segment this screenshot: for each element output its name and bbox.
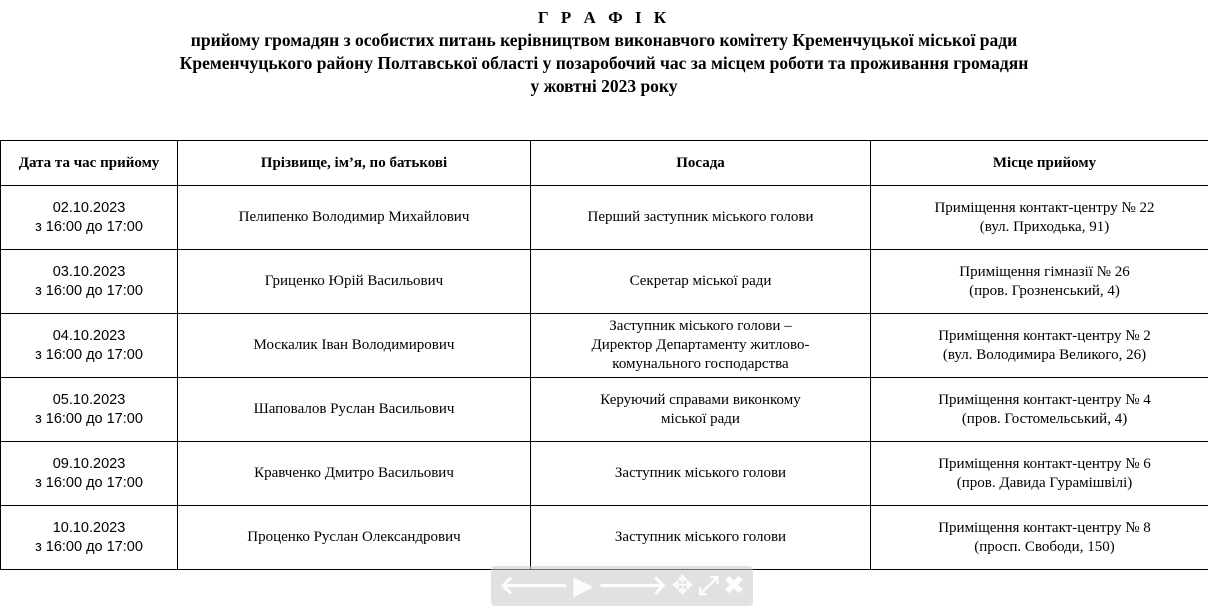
- column-header-place: Місце прийому: [871, 141, 1208, 186]
- place-cell: [871, 250, 1208, 314]
- table-row: [1, 314, 1208, 378]
- heading-line-3: у жовтні 2023 року: [0, 75, 1208, 98]
- official-position-line: Керуючий справами виконкому: [533, 391, 868, 410]
- reception-place-line: (пров. Грозненський, 4): [873, 282, 1208, 301]
- place-cell: [871, 506, 1208, 570]
- name-cell: [178, 186, 531, 250]
- play-icon[interactable]: ▶: [573, 573, 593, 599]
- official-name: Москалик Іван Володимирович: [180, 336, 528, 355]
- date-cell: [1, 506, 178, 570]
- reception-time: з 16:00 до 17:00: [3, 410, 175, 429]
- official-name: Пелипенко Володимир Михайлович: [180, 208, 528, 227]
- name-cell: [178, 442, 531, 506]
- date-cell: [1, 442, 178, 506]
- date-cell: [1, 314, 178, 378]
- reception-date: 04.10.2023: [3, 327, 175, 346]
- name-cell: [178, 506, 531, 570]
- reception-date: 05.10.2023: [3, 391, 175, 410]
- table-row: [1, 442, 1208, 506]
- reception-place-line: (просп. Свободи, 150): [873, 538, 1208, 557]
- reception-date: 10.10.2023: [3, 519, 175, 538]
- official-position-line: Директор Департаменту житлово-: [533, 336, 868, 355]
- reception-place-line: (пров. Гостомельський, 4): [873, 410, 1208, 429]
- reception-place-line: Приміщення гімназії № 26: [873, 263, 1208, 282]
- reception-date: 03.10.2023: [3, 263, 175, 282]
- reception-place-line: Приміщення контакт-центру № 8: [873, 519, 1208, 538]
- date-cell: [1, 186, 178, 250]
- place-cell: [871, 378, 1208, 442]
- place-cell: [871, 186, 1208, 250]
- name-cell: [178, 378, 531, 442]
- heading-line-1: прийому громадян з особистих питань керівництвом виконавчого комітету Кременчуцької міської ради: [0, 29, 1208, 52]
- official-position-line: Заступник міського голови –: [533, 317, 868, 336]
- column-header-position: Посада: [531, 141, 871, 186]
- official-name: Гриценко Юрій Васильович: [180, 272, 528, 291]
- reception-place-line: (вул. Володимира Великого, 26): [873, 346, 1208, 365]
- arrow-right-icon[interactable]: 🡒: [598, 573, 668, 599]
- viewer-toolbar: [491, 566, 753, 606]
- position-cell: [531, 314, 871, 378]
- table-header-row: [1, 141, 1208, 186]
- column-header-name: Прізвище, ім’я, по батькові: [178, 141, 531, 186]
- position-cell: [531, 442, 871, 506]
- reception-date: 09.10.2023: [3, 455, 175, 474]
- document-title: Г Р А Ф І К: [0, 6, 1208, 29]
- reception-place-line: (пров. Давида Гурамішвілі): [873, 474, 1208, 493]
- official-name: Кравченко Дмитро Васильович: [180, 464, 528, 483]
- reception-place-line: Приміщення контакт-центру № 4: [873, 391, 1208, 410]
- position-cell: [531, 506, 871, 570]
- official-position-line: Заступник міського голови: [533, 528, 868, 547]
- date-cell: [1, 250, 178, 314]
- official-position-line: комунального господарства: [533, 355, 868, 374]
- position-cell: [531, 378, 871, 442]
- reception-time: з 16:00 до 17:00: [3, 538, 175, 557]
- official-position-line: Заступник міського голови: [533, 464, 868, 483]
- schedule-table: [0, 140, 1208, 570]
- official-position-line: міської ради: [533, 410, 868, 429]
- column-header-date: Дата та час прийому: [1, 141, 178, 186]
- reception-time: з 16:00 до 17:00: [3, 474, 175, 493]
- reception-place-line: Приміщення контакт-центру № 6: [873, 455, 1208, 474]
- arrow-left-icon[interactable]: 🡐: [499, 573, 569, 599]
- table-row: [1, 506, 1208, 570]
- official-position-line: Секретар міської ради: [533, 272, 868, 291]
- official-name: Проценко Руслан Олександрович: [180, 528, 528, 547]
- name-cell: [178, 250, 531, 314]
- reception-time: з 16:00 до 17:00: [3, 218, 175, 237]
- reception-place-line: (вул. Приходька, 91): [873, 218, 1208, 237]
- resize-icon[interactable]: ⤢: [698, 573, 719, 599]
- place-cell: [871, 314, 1208, 378]
- date-cell: [1, 378, 178, 442]
- name-cell: [178, 314, 531, 378]
- document-heading: [0, 6, 1208, 98]
- reception-time: з 16:00 до 17:00: [3, 346, 175, 365]
- official-name: Шаповалов Руслан Васильович: [180, 400, 528, 419]
- position-cell: [531, 186, 871, 250]
- reception-place-line: Приміщення контакт-центру № 22: [873, 199, 1208, 218]
- move-icon[interactable]: ✥: [672, 573, 694, 599]
- close-icon[interactable]: ✖: [723, 573, 745, 599]
- place-cell: [871, 442, 1208, 506]
- heading-line-2: Кременчуцького району Полтавської області у позаробочий час за місцем роботи та проживання громадян: [0, 52, 1208, 75]
- reception-place-line: Приміщення контакт-центру № 2: [873, 327, 1208, 346]
- official-position-line: Перший заступник міського голови: [533, 208, 868, 227]
- reception-date: 02.10.2023: [3, 199, 175, 218]
- table-row: [1, 186, 1208, 250]
- position-cell: [531, 250, 871, 314]
- table-row: [1, 250, 1208, 314]
- table-row: [1, 378, 1208, 442]
- reception-time: з 16:00 до 17:00: [3, 282, 175, 301]
